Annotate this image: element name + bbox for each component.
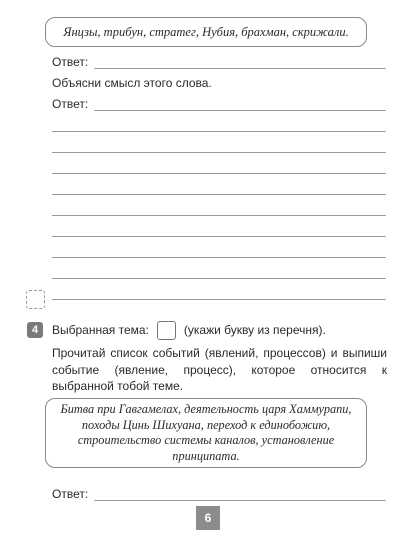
- answer-line-2[interactable]: [94, 110, 386, 111]
- answer-line-6[interactable]: [52, 194, 386, 195]
- explain-prompt: Объясни смысл этого слова.: [52, 76, 212, 90]
- page-number: 6: [196, 506, 220, 530]
- topic-letter-box[interactable]: [157, 321, 176, 340]
- answer-line-4[interactable]: [52, 152, 386, 153]
- score-checkbox[interactable]: [26, 290, 45, 309]
- answer-line-11[interactable]: [52, 299, 386, 300]
- word-list-text: Янцзы, трибун, стратег, Нубия, брахман, скрижали.: [63, 24, 349, 39]
- answer-line-1[interactable]: [94, 68, 386, 69]
- answer-line-12[interactable]: [94, 500, 386, 501]
- answer-line-3[interactable]: [52, 131, 386, 132]
- answer-line-5[interactable]: [52, 173, 386, 174]
- topic-hint: (укажи букву из перечня).: [183, 323, 326, 337]
- answer-line-7[interactable]: [52, 215, 386, 216]
- answer-line-8[interactable]: [52, 236, 386, 237]
- answer-line-10[interactable]: [52, 278, 386, 279]
- topic-row: [52, 318, 382, 342]
- answer-label-2: Ответ:: [52, 97, 89, 111]
- events-box: [45, 398, 367, 468]
- answer-line-9[interactable]: [52, 257, 386, 258]
- task-number-badge: 4: [27, 322, 43, 338]
- events-text: Битва при Гавгамелах, деятельность царя Хаммурапи, походы Цинь Шихуана, переход к единобожию, строительство системы каналов, установление принципата.: [60, 402, 352, 463]
- word-list-box: [45, 17, 367, 47]
- answer-label-3: Ответ:: [52, 487, 89, 501]
- topic-label: Выбранная тема:: [52, 323, 149, 337]
- task-instruction: Прочитай список событий (явлений, процессов) и выпиши событие (явление, процесс), которое относится к выбранной тобой теме.: [52, 346, 387, 393]
- answer-label-1: Ответ:: [52, 55, 89, 69]
